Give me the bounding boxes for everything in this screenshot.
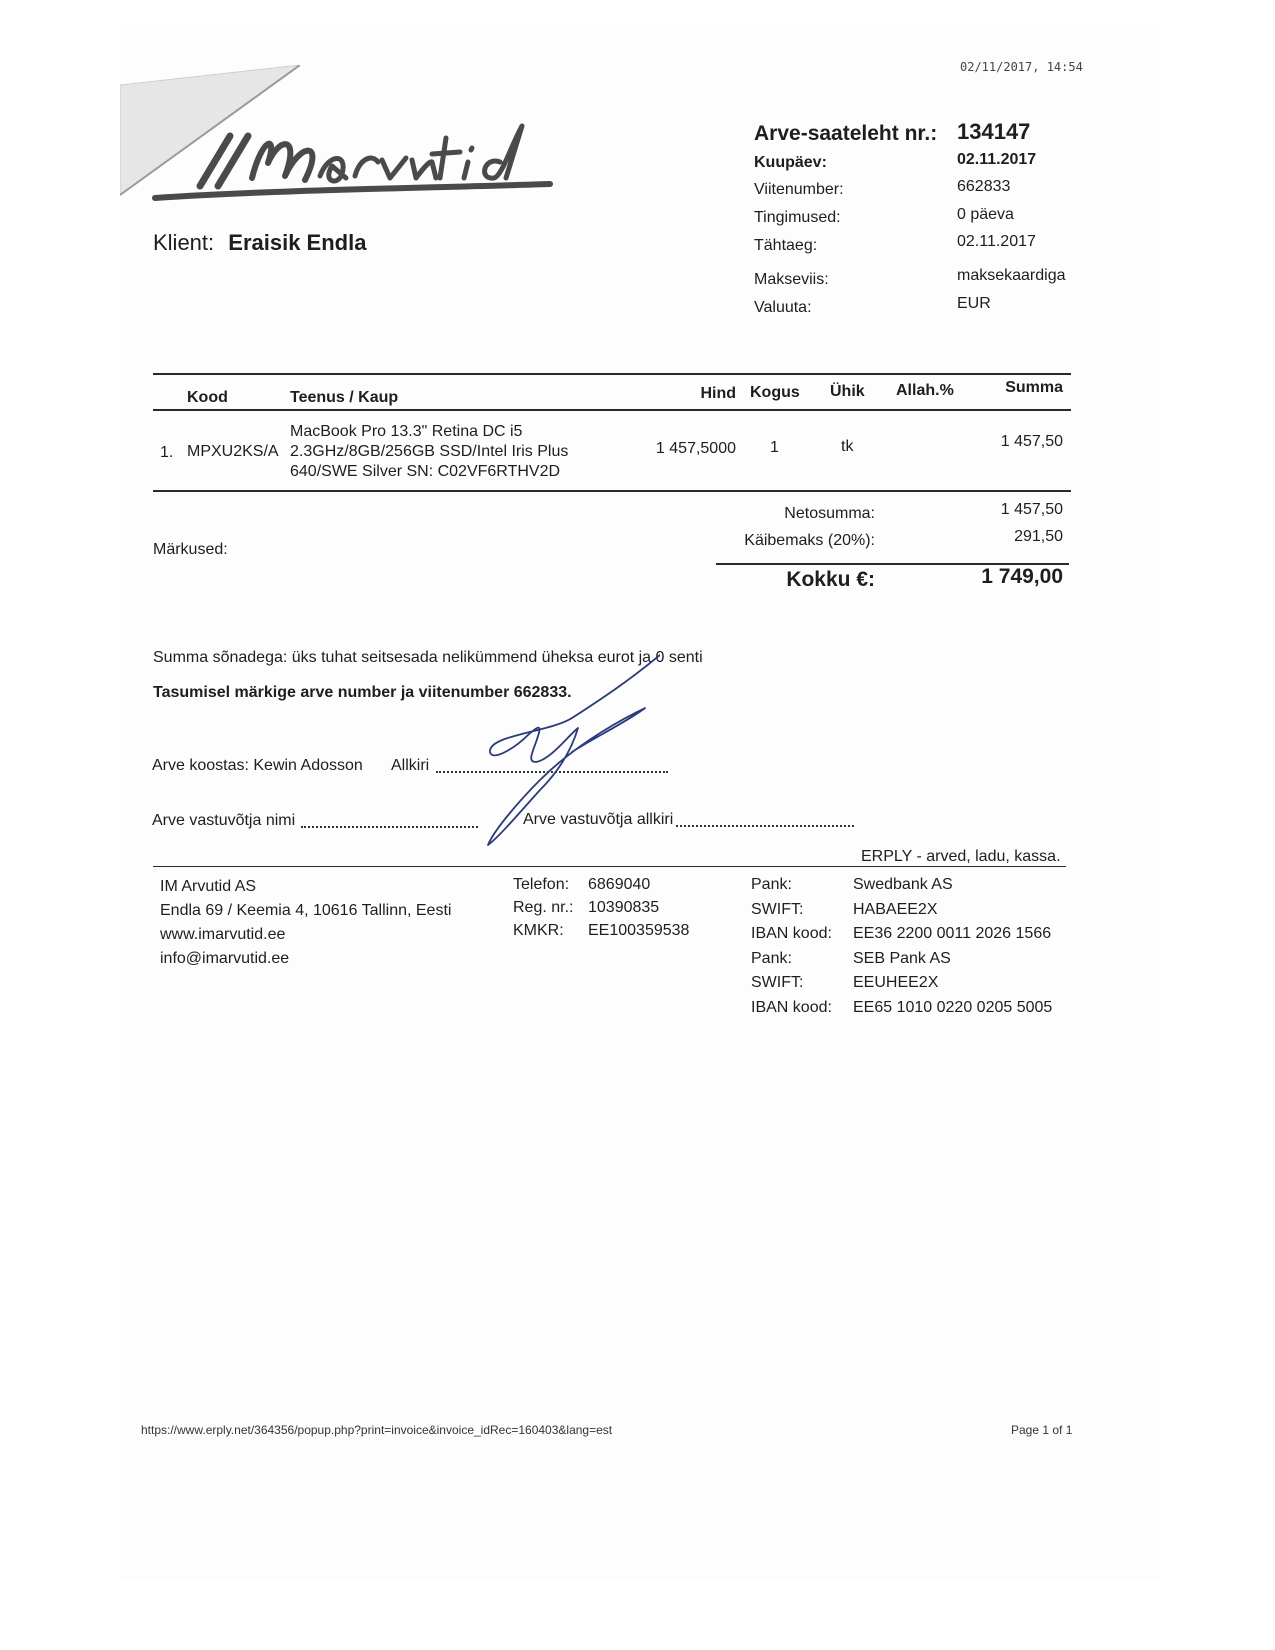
notes-label: Märkused: (153, 541, 228, 558)
client-name: Eraisik Endla (228, 230, 367, 255)
total-value: 1 749,00 (981, 565, 1063, 588)
col-header-price: Hind (700, 385, 736, 402)
invoice-field-value: maksekaardiga (957, 267, 1066, 284)
phone-value: 6869040 (588, 876, 651, 893)
row-code: MPXU2KS/A (187, 443, 279, 460)
client-block (153, 230, 366, 256)
vat-id-label: KMKR: (513, 922, 564, 939)
col-header-code: Kood (187, 389, 228, 406)
total-label: Kokku €: (786, 568, 875, 591)
table-header-rule (153, 409, 1071, 411)
bank-labels (751, 873, 832, 1020)
invoice-field-label: Tähtaeg: (754, 237, 818, 254)
invoice-field-value: EUR (957, 295, 991, 312)
company-reg-labels (513, 873, 573, 942)
footer-rule (153, 866, 1066, 867)
col-header-unit: Ühik (830, 383, 865, 400)
invoice-title: Arve-saateleht nr.: (754, 122, 938, 145)
company-name: IM Arvutid AS (160, 878, 257, 895)
company-logo (150, 118, 560, 213)
col-header-item: Teenus / Kaup (290, 389, 399, 406)
col-header-qty: Kogus (750, 384, 800, 401)
swift-code: HABAEE2X (853, 900, 938, 918)
signature-label: Allkiri (391, 757, 430, 774)
phone-label: Telefon: (513, 876, 570, 893)
row-description-line: MacBook Pro 13.3" Retina DC i5 (290, 423, 523, 440)
company-reg-values (588, 873, 689, 942)
iban-label: IBAN kood: (751, 925, 832, 942)
invoice-field-value: 0 päeva (957, 206, 1014, 223)
invoice-field-label: Tingimused: (754, 209, 841, 226)
receiver-name-line (301, 826, 478, 828)
vat-value: 291,50 (1014, 528, 1063, 545)
page-number: Page 1 of 1 (1011, 1423, 1073, 1437)
bank-name: SEB Pank AS (853, 949, 951, 967)
invoice-field-label: Viitenumber: (754, 181, 844, 198)
bank-values (853, 873, 1052, 1020)
row-index: 1. (160, 444, 174, 461)
company-address: Endla 69 / Keemia 4, 10616 Tallinn, Eesti (160, 902, 452, 919)
iban-code: EE36 2200 0011 2026 1566 (853, 925, 1052, 942)
company-info (160, 875, 451, 971)
row-qty: 1 (770, 439, 779, 456)
print-url: https://www.erply.net/364356/popup.php?print=invoice&invoice_idRec=160403&lang=est (141, 1423, 613, 1437)
invoice-field-label: Makseviis: (754, 271, 829, 288)
iban-label: IBAN kood: (751, 998, 832, 1016)
receiver-name-label: Arve vastuvõtja nimi (152, 812, 296, 829)
table-top-rule (153, 373, 1071, 375)
iban-code: EE65 1010 0220 0205 5005 (853, 998, 1053, 1016)
invoice-field-label: Valuuta: (754, 299, 812, 316)
net-sum-label: Netosumma: (784, 505, 875, 522)
sum-in-words: Summa sõnadega: üks tuhat seitsesada nelikümmend üheksa eurot ja 0 senti (153, 649, 703, 666)
row-description (290, 422, 568, 482)
row-price: 1 457,5000 (655, 440, 736, 457)
client-label: Klient: (153, 230, 215, 255)
swift-label: SWIFT: (751, 974, 804, 991)
invoice-field-value: 02.11.2017 (957, 233, 1036, 250)
handwritten-signature (480, 640, 660, 850)
company-email-link[interactable]: info@imarvutid.ee (160, 950, 290, 967)
row-description-line: 2.3GHz/8GB/256GB SSD/Intel Iris Plus (290, 443, 569, 460)
table-bottom-rule (153, 490, 1071, 492)
row-unit: tk (841, 438, 854, 455)
receiver-signature-label: Arve vastuvõtja allkiri (523, 811, 674, 828)
print-timestamp: 02/11/2017, 14:54 (960, 60, 1083, 74)
reg-label: Reg. nr.: (513, 899, 574, 916)
invoice-field-label: Kuupäev: (754, 154, 827, 171)
payment-note: Tasumisel märkige arve number ja viitenumber 662833. (153, 684, 572, 701)
company-web-link[interactable]: www.imarvutid.ee (160, 926, 286, 943)
row-sum: 1 457,50 (1000, 433, 1063, 450)
bank-name: Swedbank AS (853, 876, 953, 893)
vat-id-value: EE100359538 (588, 922, 690, 939)
invoice-field-value: 662833 (957, 178, 1011, 195)
vat-label: Käibemaks (20%): (744, 532, 875, 549)
col-header-sum: Summa (1005, 379, 1063, 396)
invoice-number: 134147 (957, 119, 1031, 144)
swift-label: SWIFT: (751, 900, 804, 918)
swift-code: EEUHEE2X (853, 974, 939, 991)
net-sum-value: 1 457,50 (1000, 501, 1063, 518)
col-header-discount: Allah.% (896, 382, 954, 399)
issuer-name: Arve koostas: Kewin Adosson (152, 757, 363, 774)
row-description-line: 640/SWE Silver SN: C02VF6RTHV2D (290, 463, 561, 480)
erply-tagline: ERPLY - arved, ladu, kassa. (861, 848, 1061, 865)
bank-label: Pank: (751, 876, 792, 893)
bank-label: Pank: (751, 949, 792, 967)
receiver-signature-line (676, 825, 854, 827)
reg-value: 10390835 (588, 899, 660, 916)
invoice-field-value: 02.11.2017 (957, 151, 1037, 168)
